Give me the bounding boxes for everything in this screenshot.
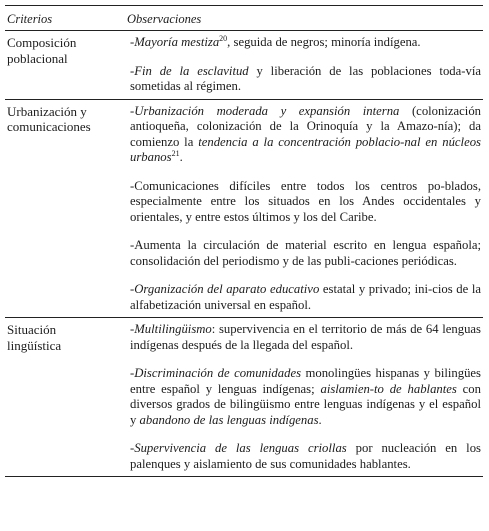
criterion-label: Situación lingüística bbox=[7, 322, 62, 353]
observation-paragraph bbox=[130, 238, 481, 269]
header-observations: Observaciones bbox=[121, 6, 483, 31]
body-text: - bbox=[130, 103, 135, 118]
observation-paragraph bbox=[130, 441, 481, 472]
observation-paragraph bbox=[130, 104, 481, 166]
observation-paragraph bbox=[130, 282, 481, 313]
emphasis-text: Organización del aparato educativo bbox=[134, 282, 320, 296]
body-text: por nucleación en los palenques y aislamiento de sus comunidades hablantes. bbox=[130, 441, 481, 471]
criterion-cell bbox=[5, 31, 121, 100]
body-text: monolingües hispanas y bilingües entre español y lenguas indígenas; bbox=[130, 366, 481, 396]
footnote-ref: 20 bbox=[219, 33, 228, 43]
body-text: -Aumenta la circulación de material escrito en lengua española; consolidación del periodismo y de las publi-caciones periódicas. bbox=[130, 238, 481, 268]
observations-cell bbox=[121, 318, 483, 477]
observation-paragraph bbox=[130, 64, 481, 95]
body-text: -Comunicaciones difíciles entre todos los centros po-blados, especialmente entre los situados en los Andes occidentales y orientales, y entre estos últimos y los del Caribe. bbox=[130, 178, 481, 224]
criterion-cell bbox=[5, 99, 121, 318]
body-text: . bbox=[179, 150, 183, 164]
criteria-table bbox=[5, 5, 483, 477]
criterion-label: Urbanización y comunicaciones bbox=[7, 103, 91, 134]
observation-paragraph bbox=[130, 322, 481, 353]
emphasis-text: Supervivencia de las lenguas criollas bbox=[134, 441, 347, 455]
emphasis-text: Multilingüismo bbox=[134, 322, 212, 336]
table-row bbox=[5, 318, 483, 477]
emphasis-text: Discriminación de comunidades bbox=[134, 366, 302, 380]
table-row bbox=[5, 31, 483, 100]
body-text: - bbox=[130, 282, 135, 296]
emphasis-text: Urbanización moderada y expansión interna bbox=[134, 103, 400, 118]
body-text: : supervivencia en el territorio de más de 64 lenguas indígenas después de la llegada del español. bbox=[130, 322, 481, 352]
observation-paragraph bbox=[130, 366, 481, 428]
body-text: . bbox=[318, 412, 322, 427]
criterion-cell bbox=[5, 318, 121, 477]
footnote-ref: 21 bbox=[171, 148, 180, 158]
body-text: - bbox=[130, 366, 135, 380]
table-row bbox=[5, 99, 483, 318]
emphasis-text: abandono de las lenguas indígenas bbox=[139, 412, 319, 427]
emphasis-text: aislamien-to de hablantes bbox=[320, 381, 457, 396]
body-text: - bbox=[130, 63, 135, 78]
body-text: estatal y privado; ini-cios de la alfabetización universal en español. bbox=[130, 282, 481, 312]
body-text: (colonización antioqueña, colonización de la Orinoquía y la Amazo-nía); da comienzo la bbox=[130, 103, 482, 149]
body-text: - bbox=[130, 35, 135, 49]
emphasis-text: tendencia a la concentración poblacio-nal en núcleos urbanos bbox=[130, 134, 481, 164]
header-criteria: Criterios bbox=[5, 6, 121, 31]
observations-cell bbox=[121, 99, 483, 318]
body-text: - bbox=[130, 322, 135, 336]
table-body bbox=[5, 31, 483, 477]
body-text: con diversos grados de bilingüismo entre lenguas indígenas y el español y bbox=[130, 381, 481, 427]
body-text: , seguida de negros; minoría indígena. bbox=[227, 35, 421, 49]
body-text: - bbox=[130, 441, 135, 455]
emphasis-text: Mayoría mestiza bbox=[134, 35, 220, 49]
observation-paragraph bbox=[130, 35, 481, 51]
table-header-row bbox=[5, 6, 483, 31]
body-text: y liberación de las poblaciones toda-vía sometidas al régimen. bbox=[130, 63, 481, 93]
observations-cell bbox=[121, 31, 483, 100]
emphasis-text: Fin de la esclavitud bbox=[134, 63, 249, 78]
criterion-label: Composición poblacional bbox=[7, 35, 77, 66]
observation-paragraph bbox=[130, 179, 481, 226]
